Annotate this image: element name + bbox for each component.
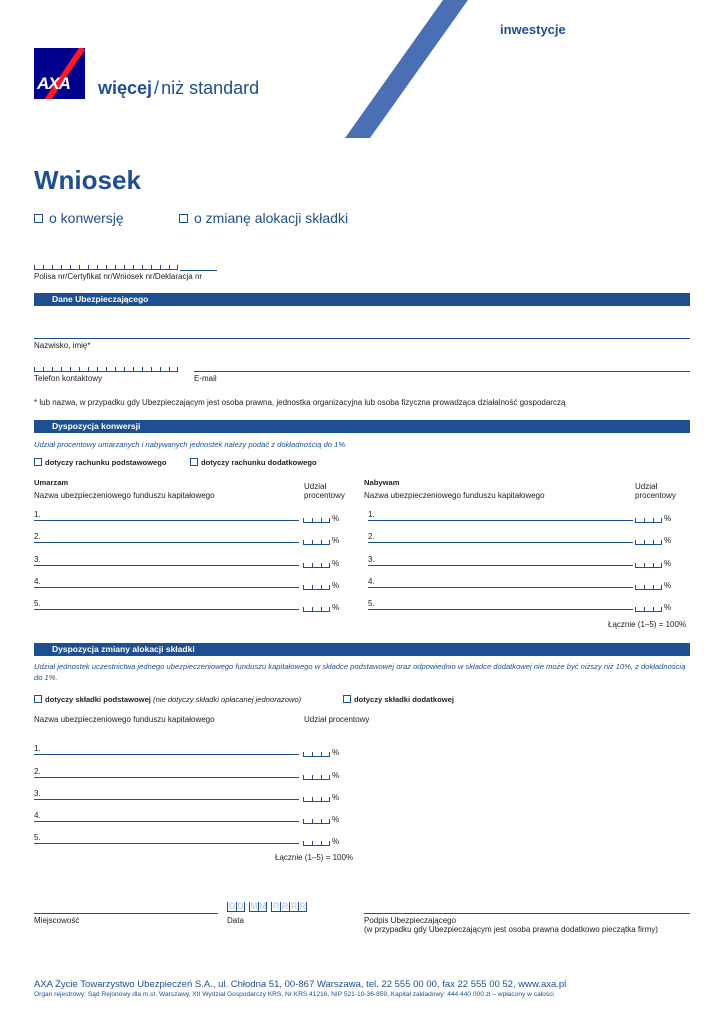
redeem-row-row-number: 3. bbox=[34, 555, 41, 564]
date-cell: R bbox=[290, 901, 298, 911]
purchase-row-percent-cell bbox=[644, 607, 653, 612]
alloc-row-percent-cell bbox=[312, 819, 321, 824]
purchase-row-percent-cell bbox=[653, 585, 662, 590]
option-conversion[interactable] bbox=[34, 210, 124, 226]
conversion-basic-checkbox[interactable] bbox=[34, 458, 42, 466]
redeem-row-percent-field[interactable] bbox=[303, 559, 339, 568]
redeem-row-percent-cell bbox=[303, 607, 312, 612]
alloc-row-fund-input[interactable] bbox=[34, 821, 299, 822]
purchase-row-percent-cell bbox=[653, 563, 662, 568]
alloc-row-percent-field[interactable] bbox=[303, 771, 339, 780]
alloc-row-percent-sign: % bbox=[332, 837, 340, 846]
allocation-additional-label: dotyczy składki dodatkowej bbox=[354, 695, 455, 704]
date-label: Data bbox=[227, 916, 244, 925]
policy-number-cell bbox=[169, 265, 178, 270]
purchase-row-percent-cell bbox=[635, 585, 644, 590]
purchase-row-percent-field[interactable] bbox=[635, 559, 671, 568]
redeem-row-percent-cell bbox=[312, 518, 321, 523]
conversion-note: Udział procentowy umarzanych i nabywanych jednostek należy podać z dokładnością do 1%. bbox=[34, 440, 348, 449]
insured-section-header: Dane Ubezpieczającego bbox=[34, 293, 690, 306]
purchase-row-row-number: 1. bbox=[368, 510, 375, 519]
redeem-row-row-number: 5. bbox=[34, 599, 41, 608]
purchase-row-percent-cell bbox=[635, 518, 644, 523]
redeem-row-percent-cell bbox=[321, 585, 330, 590]
alloc-row-fund-input[interactable] bbox=[34, 843, 299, 844]
conversion-basic-account[interactable] bbox=[34, 458, 167, 467]
redeem-row-row-number: 1. bbox=[34, 510, 41, 519]
phone-cell bbox=[34, 367, 43, 372]
purchase-row-percent-field[interactable] bbox=[635, 581, 671, 590]
policy-number-cell bbox=[142, 265, 151, 270]
redeem-row-percent-cell bbox=[312, 585, 321, 590]
footer-company: AXA Życie Towarzystwo Ubezpieczeń S.A., ul. Chłodna 51, 00-867 Warszawa, tel. 22 555 00 00, fax 22 555 00 52, www.axa.pl bbox=[34, 979, 567, 990]
phone-cell bbox=[70, 367, 79, 372]
redeem-row-fund-input[interactable] bbox=[34, 565, 299, 566]
purchase-row-percent-cell bbox=[644, 540, 653, 545]
purchase-row-fund-input[interactable] bbox=[368, 609, 633, 610]
alloc-row-percent-field[interactable] bbox=[303, 748, 339, 757]
redeem-row-percent-cell bbox=[312, 540, 321, 545]
redeem-row-percent-sign: % bbox=[332, 603, 340, 612]
conversion-section-header: Dyspozycja konwersji bbox=[34, 420, 690, 433]
alloc-row-percent-sign: % bbox=[332, 771, 340, 780]
phone-cell bbox=[115, 367, 124, 372]
alloc-row-percent-cell bbox=[321, 841, 330, 846]
place-label: Miejscowość bbox=[34, 916, 80, 925]
phone-cell bbox=[142, 367, 151, 372]
purchase-row-percent-cell bbox=[635, 540, 644, 545]
phone-cell bbox=[97, 367, 106, 372]
redeem-row-percent-cell bbox=[303, 518, 312, 523]
purchase-row-percent-cell bbox=[653, 540, 662, 545]
tagline bbox=[98, 78, 259, 99]
policy-number-cell bbox=[124, 265, 133, 270]
policy-number-cell bbox=[151, 265, 160, 270]
allocation-additional-premium[interactable] bbox=[343, 695, 454, 704]
purchase-row-percent-field[interactable] bbox=[635, 536, 671, 545]
alloc-row-percent-field[interactable] bbox=[303, 815, 339, 824]
purchase-row-row-number: 5. bbox=[368, 599, 375, 608]
purchase-row-percent-cell bbox=[653, 518, 662, 523]
date-cell: R bbox=[299, 901, 306, 911]
redeem-row-percent-cell bbox=[321, 540, 330, 545]
redeem-row-fund-input[interactable] bbox=[34, 587, 299, 588]
allocation-basic-premium[interactable] bbox=[34, 695, 301, 704]
policy-number-cell bbox=[160, 265, 169, 270]
alloc-row-percent-sign: % bbox=[332, 748, 340, 757]
footer-registry: Organ rejestrowy: Sąd Rejonowy dla m.st. Warszawy, XII Wydział Gospodarczy KRS, Nr KRS 41216, NIP 521-10-36-859, Kapitał zakładowy: 444 440 000 zł – wpłacony w całości bbox=[34, 991, 554, 998]
redeem-row-percent-sign: % bbox=[332, 559, 340, 568]
purchase-row-percent-cell bbox=[635, 607, 644, 612]
redeem-row-percent-field[interactable] bbox=[303, 581, 339, 590]
conversion-additional-label: dotyczy rachunku dodatkowego bbox=[201, 458, 317, 467]
purchase-row-percent-sign: % bbox=[664, 536, 672, 545]
alloc-row-percent-cell bbox=[312, 797, 321, 802]
email-input[interactable] bbox=[194, 371, 690, 372]
policy-number-cell bbox=[79, 265, 88, 270]
policy-number-cell bbox=[34, 265, 43, 270]
redeem-fund-label: Nazwa ubezpieczeniowego funduszu kapitałowego bbox=[34, 491, 215, 500]
phone-cell bbox=[124, 367, 133, 372]
purchase-share-label-1: Udział bbox=[635, 482, 658, 491]
allocation-total: Łącznie (1–5) = 100% bbox=[275, 853, 354, 862]
place-input[interactable] bbox=[34, 913, 218, 914]
policy-number-cell bbox=[61, 265, 70, 270]
redeem-row-row-number: 2. bbox=[34, 532, 41, 541]
phone-cell bbox=[79, 367, 88, 372]
conversion-additional-checkbox[interactable] bbox=[190, 458, 198, 466]
allocation-section-header: Dyspozycja zmiany alokacji składki bbox=[34, 643, 690, 656]
date-cell: M bbox=[250, 901, 258, 911]
redeem-row-percent-cell bbox=[303, 563, 312, 568]
date-cell: D bbox=[228, 901, 236, 911]
redeem-row-percent-cell bbox=[303, 585, 312, 590]
policy-number-label: Polisa nr/Certyfikat nr/Wniosek nr/Deklaracja nr bbox=[34, 272, 203, 281]
conversion-basic-label: dotyczy rachunku podstawowego bbox=[45, 458, 167, 467]
allocation-additional-checkbox[interactable] bbox=[343, 695, 351, 703]
alloc-row-percent-cell bbox=[321, 775, 330, 780]
purchase-row-percent-cell bbox=[644, 518, 653, 523]
section-label: inwestycje bbox=[500, 22, 566, 37]
allocation-note: Udział jednostek uczestnictwa jednego ubezpieczeniowego funduszu kapitałowego w składce podstawowej oraz odpowiednio w składce dodatkowej nie może być niższy niż 10%, z dokładnością do 1%. bbox=[34, 662, 686, 682]
alloc-row-fund-input[interactable] bbox=[34, 799, 299, 800]
alloc-row-percent-sign: % bbox=[332, 793, 340, 802]
redeem-row-percent-field[interactable] bbox=[303, 603, 339, 612]
purchase-row-percent-sign: % bbox=[664, 559, 672, 568]
phone-label: Telefon kontaktowy bbox=[34, 374, 103, 383]
phone-cell bbox=[106, 367, 115, 372]
redeem-row-percent-cell bbox=[303, 540, 312, 545]
alloc-row-row-number: 4. bbox=[34, 811, 41, 820]
purchase-row-row-number: 2. bbox=[368, 532, 375, 541]
alloc-row-percent-field[interactable] bbox=[303, 793, 339, 802]
signature-input[interactable] bbox=[364, 913, 690, 914]
redeem-row-percent-sign: % bbox=[332, 581, 340, 590]
alloc-row-percent-cell bbox=[321, 752, 330, 757]
policy-number-cell bbox=[70, 265, 79, 270]
tagline-bold: więcej bbox=[98, 78, 153, 98]
phone-cell bbox=[133, 367, 142, 372]
purchase-row-fund-input[interactable] bbox=[368, 587, 633, 588]
phone-cell bbox=[88, 367, 97, 372]
phone-cell bbox=[61, 367, 70, 372]
alloc-row-fund-input[interactable] bbox=[34, 777, 299, 778]
allocation-share-label: Udział procentowy bbox=[304, 715, 370, 724]
redeem-row-percent-sign: % bbox=[332, 514, 340, 523]
purchase-row-percent-sign: % bbox=[664, 603, 672, 612]
alloc-row-percent-cell bbox=[312, 752, 321, 757]
alloc-row-percent-cell bbox=[303, 775, 312, 780]
redeem-heading: Umarzam bbox=[34, 478, 69, 487]
redeem-row-fund-input[interactable] bbox=[34, 609, 299, 610]
alloc-row-fund-input[interactable] bbox=[34, 754, 299, 755]
redeem-row-percent-field[interactable] bbox=[303, 514, 339, 523]
purchase-row-percent-field[interactable] bbox=[635, 603, 671, 612]
alloc-row-percent-cell bbox=[303, 752, 312, 757]
redeem-row-percent-cell bbox=[321, 563, 330, 568]
alloc-row-percent-cell bbox=[303, 797, 312, 802]
redeem-row-row-number: 4. bbox=[34, 577, 41, 586]
alloc-row-percent-cell bbox=[303, 819, 312, 824]
date-cell: D bbox=[237, 901, 244, 911]
purchase-row-percent-cell bbox=[653, 607, 662, 612]
policy-number-cell bbox=[52, 265, 61, 270]
policy-number-field[interactable] bbox=[34, 264, 178, 270]
policy-number-cell bbox=[88, 265, 97, 270]
alloc-row-row-number: 1. bbox=[34, 744, 41, 753]
redeem-share-label-1: Udział bbox=[304, 482, 327, 491]
redeem-row-fund-input[interactable] bbox=[34, 542, 299, 543]
alloc-row-row-number: 3. bbox=[34, 789, 41, 798]
email-label: E-mail bbox=[194, 374, 217, 383]
date-field[interactable] bbox=[227, 902, 311, 912]
alloc-row-percent-cell bbox=[321, 819, 330, 824]
phone-cell bbox=[160, 367, 169, 372]
conversion-additional-account[interactable] bbox=[190, 458, 317, 467]
alloc-row-row-number: 5. bbox=[34, 833, 41, 842]
footnote: * lub nazwa, w przypadku gdy Ubezpieczającym jest osoba prawna, jednostka organizacyjna lub osoba fizyczna prowadząca działalność gospodarczą bbox=[34, 398, 566, 407]
redeem-row-percent-field[interactable] bbox=[303, 536, 339, 545]
alloc-row-percent-field[interactable] bbox=[303, 837, 339, 846]
purchase-share-label-2: procentowy bbox=[635, 491, 676, 500]
allocation-checkbox[interactable] bbox=[179, 214, 188, 223]
phone-cell bbox=[52, 367, 61, 372]
purchase-row-percent-sign: % bbox=[664, 581, 672, 590]
date-cell: R bbox=[272, 901, 280, 911]
date-cell: M bbox=[259, 901, 267, 911]
purchase-row-percent-sign: % bbox=[664, 514, 672, 523]
form-title: Wniosek bbox=[34, 165, 141, 195]
purchase-row-percent-field[interactable] bbox=[635, 514, 671, 523]
signature-label: Podpis Ubezpieczającego bbox=[364, 916, 457, 925]
phone-cell bbox=[151, 367, 160, 372]
option-conversion-label: o konwersję bbox=[49, 210, 124, 226]
policy-number-cell bbox=[133, 265, 142, 270]
redeem-row-percent-cell bbox=[312, 607, 321, 612]
alloc-row-percent-cell bbox=[312, 841, 321, 846]
option-allocation[interactable] bbox=[179, 210, 348, 226]
policy-number-cell bbox=[97, 265, 106, 270]
policy-number-cell bbox=[106, 265, 115, 270]
alloc-row-percent-cell bbox=[303, 841, 312, 846]
phone-cell bbox=[43, 367, 52, 372]
alloc-row-percent-cell bbox=[321, 797, 330, 802]
alloc-row-percent-cell bbox=[312, 775, 321, 780]
phone-field[interactable] bbox=[34, 366, 178, 372]
header-diagonal-stripe bbox=[340, 0, 470, 140]
purchase-row-fund-input[interactable] bbox=[368, 542, 633, 543]
purchase-row-fund-input[interactable] bbox=[368, 520, 633, 521]
conversion-checkbox[interactable] bbox=[34, 214, 43, 223]
phone-cell bbox=[169, 367, 178, 372]
redeem-row-fund-input[interactable] bbox=[34, 520, 299, 521]
policy-number-cell bbox=[115, 265, 124, 270]
purchase-row-fund-input[interactable] bbox=[368, 565, 633, 566]
axa-logo bbox=[34, 48, 85, 99]
redeem-row-percent-cell bbox=[321, 607, 330, 612]
date-cell: R bbox=[281, 901, 289, 911]
redeem-share-label-2: procentowy bbox=[304, 491, 345, 500]
policy-number-cell bbox=[43, 265, 52, 270]
allocation-basic-checkbox[interactable] bbox=[34, 695, 42, 703]
allocation-fund-label: Nazwa ubezpieczeniowego funduszu kapitałowego bbox=[34, 715, 215, 724]
purchase-row-row-number: 4. bbox=[368, 577, 375, 586]
redeem-row-percent-cell bbox=[321, 518, 330, 523]
purchase-row-percent-cell bbox=[644, 585, 653, 590]
redeem-row-percent-cell bbox=[312, 563, 321, 568]
conversion-total: Łącznie (1–5) = 100% bbox=[608, 620, 687, 629]
alloc-row-row-number: 2. bbox=[34, 767, 41, 776]
name-input[interactable] bbox=[34, 338, 690, 339]
purchase-row-row-number: 3. bbox=[368, 555, 375, 564]
tagline-slash: / bbox=[154, 78, 160, 98]
signature-note: (w przypadku gdy Ubezpieczającym jest osoba prawna dodatkowo pieczątka firmy) bbox=[364, 925, 658, 934]
redeem-row-percent-sign: % bbox=[332, 536, 340, 545]
alloc-row-percent-sign: % bbox=[332, 815, 340, 824]
purchase-fund-label: Nazwa ubezpieczeniowego funduszu kapitałowego bbox=[364, 491, 545, 500]
name-label: Nazwisko, imię* bbox=[34, 341, 91, 350]
purchase-heading: Nabywam bbox=[364, 478, 400, 487]
purchase-row-percent-cell bbox=[635, 563, 644, 568]
policy-number-line bbox=[180, 270, 217, 271]
option-allocation-label: o zmianę alokacji składki bbox=[194, 210, 349, 226]
axa-logo-text: AXA bbox=[37, 74, 70, 93]
purchase-row-percent-cell bbox=[644, 563, 653, 568]
tagline-rest: niż standard bbox=[161, 78, 260, 98]
allocation-basic-label: dotyczy składki podstawowej bbox=[45, 695, 151, 704]
allocation-basic-note: (nie dotyczy składki opłacanej jednorazowo) bbox=[153, 695, 302, 704]
